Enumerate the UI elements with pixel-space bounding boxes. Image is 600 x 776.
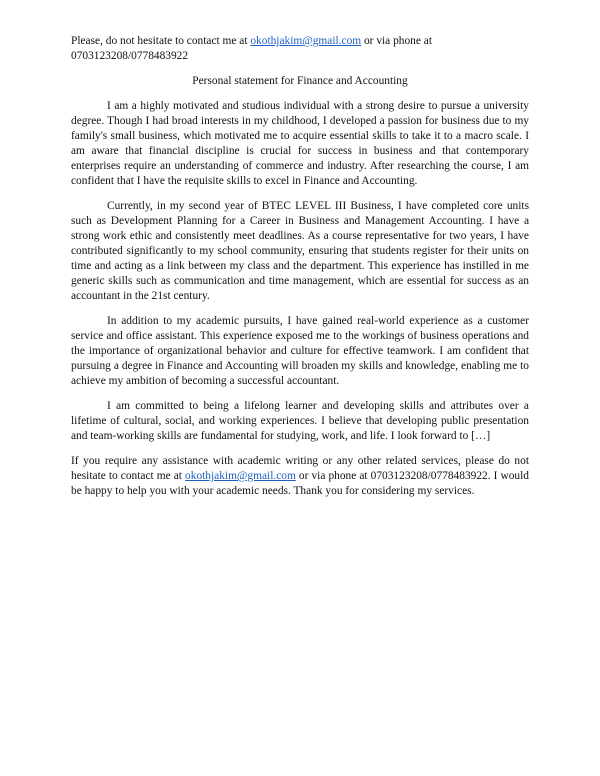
closing-prefix: If you require any assistance with academic writing or any other related services, please do not hesitate to contact me at [71, 455, 529, 482]
document-title: Personal statement for Finance and Accounting [192, 75, 408, 87]
contact-line [71, 34, 529, 64]
paragraph-2: Currently, in my second year of BTEC LEVEL III Business, I have completed core units such as Development Planning for a Career in Business and Management Accounting. I have a strong work ethic and consistently meet deadlines. As a course representative for two years, I have contributed significantly to my school community, ensuring that students register for their units on time and acting as a link between my class and the department. This experience has instilled in me generic skills such as communication and time management, which are essential for success as an accountant in the 21st century. [71, 200, 529, 302]
document-page [71, 34, 529, 499]
paragraph-3: In addition to my academic pursuits, I have gained real-world experience as a customer service and office assistant. This experience exposed me to the workings of business operations and the importance of organizational behavior and culture for effective teamwork. I am confident that pursuing a degree in Finance and Accounting will broaden my skills and knowledge, enabling me to achieve my ambition of becoming a successful accountant. [71, 315, 529, 387]
paragraph-4: I am committed to being a lifelong learner and developing skills and attributes over a lifetime of cultural, social, and working experiences. I believe that developing public presentation and team-working skills are fundamental for studying, work, and life. I look forward to […] [71, 400, 529, 442]
closing-email-link[interactable]: okothjakim@gmail.com [185, 470, 296, 482]
contact-prefix: Please, do not hesitate to contact me at [71, 35, 251, 47]
contact-email-link[interactable]: okothjakim@gmail.com [250, 35, 362, 47]
contact-suffix: or via phone at 0703123208/0778483922 [71, 35, 432, 62]
closing-paragraph [71, 454, 529, 499]
closing-suffix: or via phone at 0703123208/0778483922. I would be happy to help you with your academic needs. Thank you for considering my services. [71, 470, 529, 497]
paragraph-1: I am a highly motivated and studious individual with a strong desire to pursue a university degree. Though I had broad interests in my childhood, I developed a passion for business due to my family's small business, which motivated me to acquire essential skills to take it to a macro scale. I am aware that financial discipline is crucial for success in business and that contemporary enterprises require an understanding of commerce and industry. After researching the course, I am confident that I have the requisite skills to excel in Finance and Accounting. [71, 100, 529, 187]
